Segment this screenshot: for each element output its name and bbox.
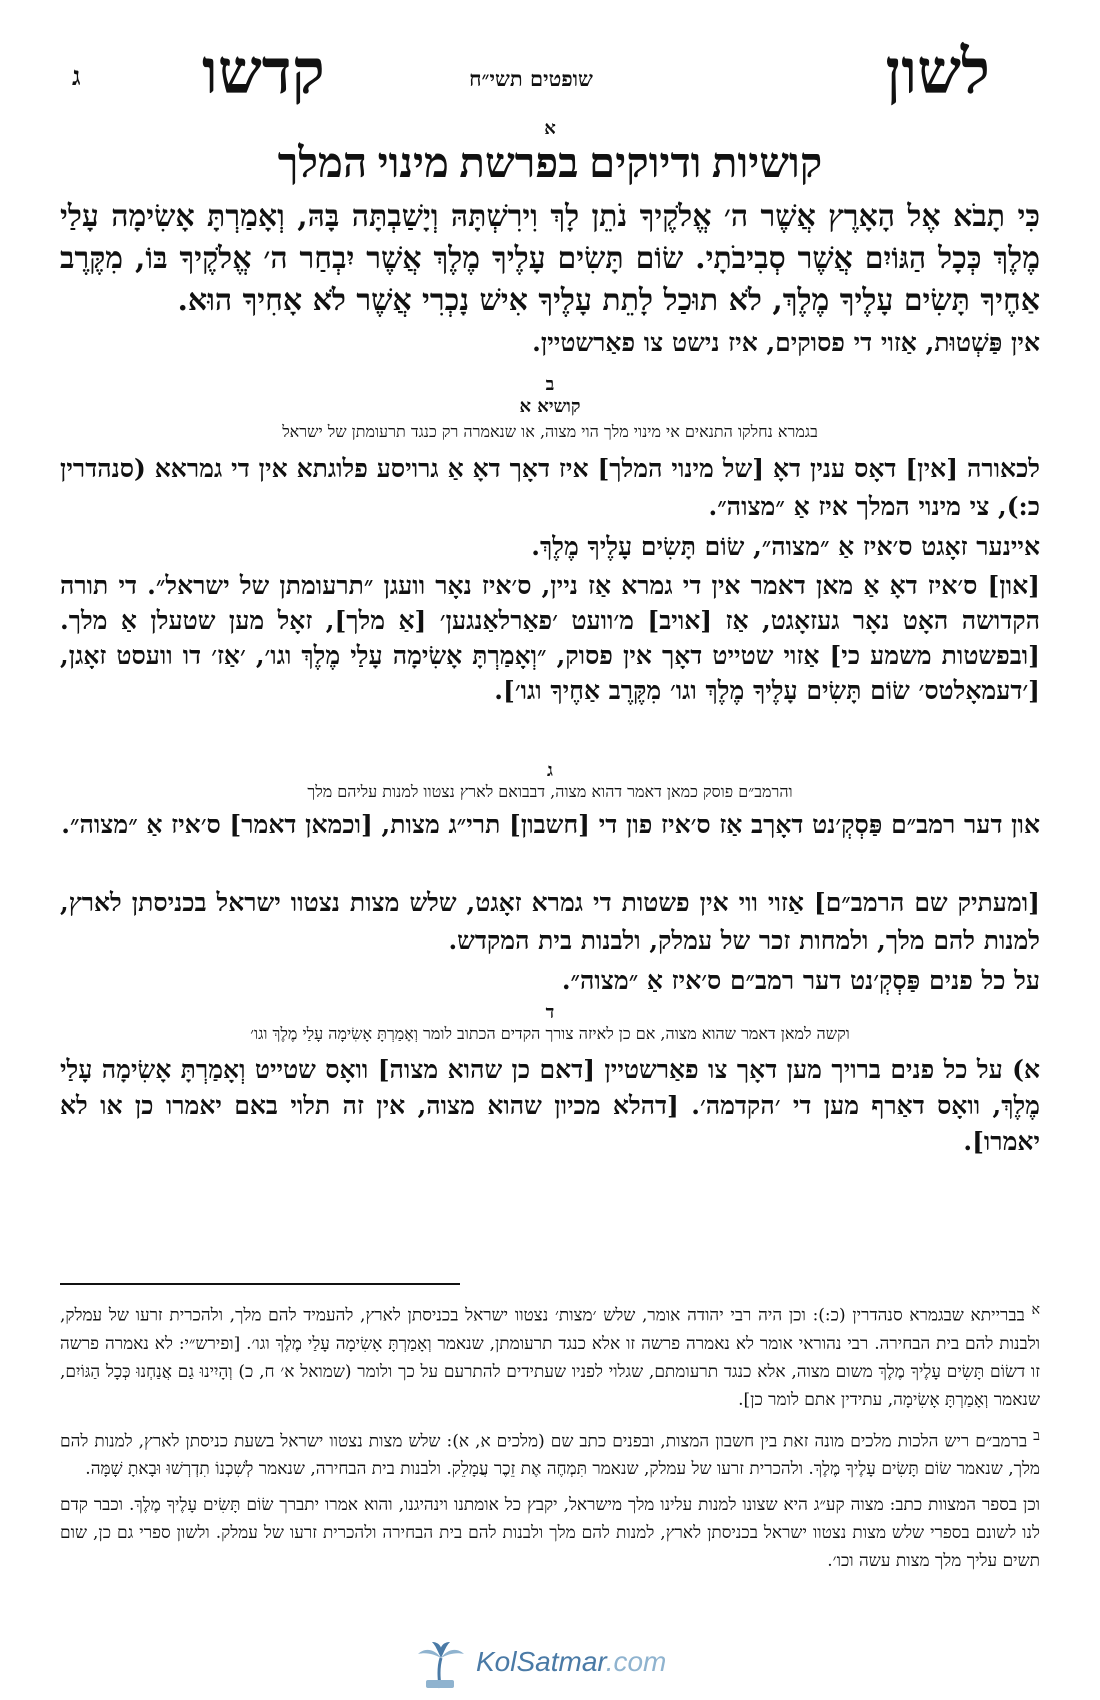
section-letter-d: ד bbox=[545, 1002, 555, 1023]
section-letter-a: א bbox=[544, 118, 556, 139]
section-b-paragraph-2: איינער זאָגט ס׳איז אַ ״מצוה״, שׂוֹם תָּשִׂים עָלֶיךָ מֶלֶךְ. bbox=[531, 532, 1040, 561]
header-title-right: לשון bbox=[885, 39, 990, 107]
footnotes bbox=[60, 1296, 1040, 1583]
kolsatmar-logo bbox=[414, 1640, 694, 1690]
section-c-subheading: והרמב״ם פוסק כמאן דאמר דהוא מצוה, דבבואם לארץ נצטוו למנות עליהם מלך bbox=[307, 782, 793, 801]
logo-text-main: KolSatmar bbox=[476, 1646, 606, 1677]
section-letter-b: ב bbox=[545, 374, 555, 395]
page-header bbox=[72, 38, 990, 108]
footnote-c bbox=[60, 1491, 1040, 1575]
footnote-c-text: וכן בספר המצוות כתב: מצוה קע״ג היא שצונו למנות עלינו מלך מישראל, יקבץ כל אומתנו וינהיגנו, והוא אמרו יתברך שׂוֹם תָּשִׂים עָלֶיךָ מֶלֶךְ. וכבר קדם לנו לשונם בספרי שלש מצות נצטוו ישראל בכניסתן לארץ, למנות להם מלך ולבנות להם בית הבחירה ולהכרית זרעו של עמלק. ולשון ספרי גם כן, שום תשים עליך מלך מצות עשה וכו׳. bbox=[60, 1495, 1040, 1572]
section-d-paragraph-1: א) על כל פנים ברויך מען דאָך צו פאַרשטיין [דאם כן שהוא מצוה] וואָס שטייט וְאָמַרְתָּ אָשִׂימָה עָלַי מֶלֶךְ, וואָס דאַרף מען די ׳הקדמה׳. [דהלא מכיון שהוא מצוה, אין זה תלוי באם יאמרו כן או לא יאמרו]. bbox=[60, 1055, 1040, 1156]
section-c-paragraph-2: [ומעתיק שם הרמב״ם] אַזוי ווי אין פשטות די גמרא זאָגט, שלש מצות נצטוו ישראל בכניסתן לארץ, למנות להם מלך, ולמחות זכר של עמלק, ולבנות בית המקדש. bbox=[60, 888, 1040, 955]
footnote-b-marker: ב bbox=[1033, 1427, 1040, 1444]
section-c-paragraph-1: און דער רמב״ם פַּסְקְ׳נט דאָךב אַז ס׳איז פון די [חשבון] תרי״ג מצות, [וכמאן דאמר] ס׳איז אַ ״מצוה״. bbox=[61, 810, 1040, 839]
section-c-paragraph-3: על כל פנים פַּסְקְ׳נט דער רמב״ם ס׳איז אַ ״מצוה״. bbox=[561, 966, 1040, 995]
section-b-subheading: בגמרא נחלקו התנאים אי מינוי מלך הוי מצוה, או שנאמרה רק כנגד תרעומתן של ישראל bbox=[282, 422, 818, 441]
footnote-divider bbox=[60, 1283, 460, 1285]
section-b-paragraph-3: [און] ס׳איז דאָ אַ מאן דאמר אין די גמרא אַז ניין, ס׳איז נאָר וועגן ״תרעומתן של ישראל״. די תורה הקדושה האָט נאָר געזאָגט, אַז [אויב] מ׳וועט ׳פאַרלאַנגען׳ [אַ מלך], זאָל מען שטעלן אַ מלך. [ובפשטות משמע כי] אַזוי שטייט דאָך אין פסוק, ״וְאָמַרְתָּ אָשִׂימָה עָלַי מֶלֶךְ וגו׳, ׳אַז׳ דו וועסט זאָגן, [׳דעמאָלטס׳ שׂוֹם תָּשִׂים עָלֶיךָ מֶלֶךְ וגו׳ מִקֶּרֶב אַחֶיךָ וגו׳]. bbox=[60, 571, 1040, 705]
header-title-left: קדשו bbox=[202, 39, 325, 107]
verse-text: כִּי תָבֹא אֶל הָאָרֶץ אֲשֶׁר ה׳ אֱלֹקֶיךָ נֹתֵן לָךְ וִירִשְׁתָּהּ וְיָשַׁבְתָּה בָּהּ, וְאָמַרְתָּ אָשִׂימָה עָלַי מֶלֶךְ כְּכָל הַגּוֹיִם אֲשֶׁר סְבִיבֹתָי. שׂוֹם תָּשִׂים עָלֶיךָ מֶלֶךְ אֲשֶׁר יִבְחַר ה׳ אֱלֹקֶיךָ בּוֹ, מִקֶּרֶב אַחֶיךָ תָּשִׂים עָלֶיךָ מֶלֶךְ, לֹא תוּכַל לָתֵת עָלֶיךָ אִישׁ נָכְרִי אֲשֶׁר לֹא אָחִיךָ הוּא. bbox=[60, 199, 1040, 318]
kushya-heading: קושיא א bbox=[519, 396, 581, 417]
header-parsha: שופטים תשי״ח bbox=[469, 66, 593, 91]
logo-text-domain: .com bbox=[605, 1646, 667, 1677]
footnote-b-text: ברמב״ם ריש הלכות מלכים מונה זאת בין חשבון המצות, ובפנים כתב שם (מלכים א, א): שלש מצות נצטוו ישראל בשעת כניסתן לארץ, למנות להם מלך, שנאמר שׂוֹם תָּשִׂים עָלֶיךָ מֶלֶךְ. ולהכרית זרעו של עמלק, שנאמר תִּמְחֶה אֶת זֵכֶר עֲמָלֵק. ולבנות בית הבחירה, שנאמר לְשִׁכְנוֹ תִדְרְשׁוּ וּבָאתָ שָׁמָּה. bbox=[60, 1431, 1040, 1480]
section-title: קושיות ודיוקים בפרשת מינוי המלך bbox=[277, 141, 823, 187]
logo-text bbox=[476, 1646, 666, 1678]
footnote-a-text: בברייתא שבגמרא סנהדרין (כ:): וכן היה רבי יהודה אומר, שלש ׳מצות׳ נצטוו ישראל בכניסתן לארץ, להעמיד להם מלך, ולהכרית זרעו של עמלק, ולבנות להם בית הבחירה. רבי נהוראי אומר לא נאמרה פרשה זו אלא כנגד תרעומתן, שנאמר וְאָמַרְתָּ אָשִׂימָה עָלַי מֶלֶךְ וגו׳. [ופירש״י: לא נאמרה פרשה זו דשׂוֹם תָּשִׂים עָלֶיךָ מֶלֶךְ משום מצוה, אלא כנגד תרעומתם, שגלוי לפניו שעתידים להתרעם על כך ולומר (שמואל א׳ ח, כ) וְהָיִינוּ גַם אֲנַחְנוּ כְּכָל הַגּוֹיִם, שנאמר וְאָמַרְתָּ אָשִׂימָה, עתידין אתם לומר כן]. bbox=[60, 1305, 1040, 1410]
page-number: ג bbox=[72, 62, 81, 92]
footnote-a bbox=[60, 1296, 1040, 1414]
section-b-paragraph-1: לכאורה [אין] דאָס ענין דאָ [של מינוי המלך] איז דאָך דאָ אַ גרויסע פלוגתא אין די גמראא (סנהדרין כ:), צי מינוי המלך איז אַ ״מצוה״. bbox=[60, 454, 1040, 521]
footnote-b bbox=[60, 1422, 1040, 1484]
section-letter-c: ג bbox=[547, 760, 553, 781]
intro-line: אין פַּשְׁטוּת, אַזוי די פסוקים, איז נישט צו פאַרשטיין. bbox=[532, 328, 1040, 357]
section-d-subheading: וקשה למאן דאמר שהוא מצוה, אם כן לאיזה צורך הקדים הכתוב לומר וְאָמַרְתָּ אָשִׂימָה עָלַי מֶלֶךְ וגו׳ bbox=[250, 1024, 850, 1043]
footnote-a-marker: א bbox=[1031, 1302, 1040, 1318]
palm-tree-icon bbox=[414, 1640, 466, 1690]
